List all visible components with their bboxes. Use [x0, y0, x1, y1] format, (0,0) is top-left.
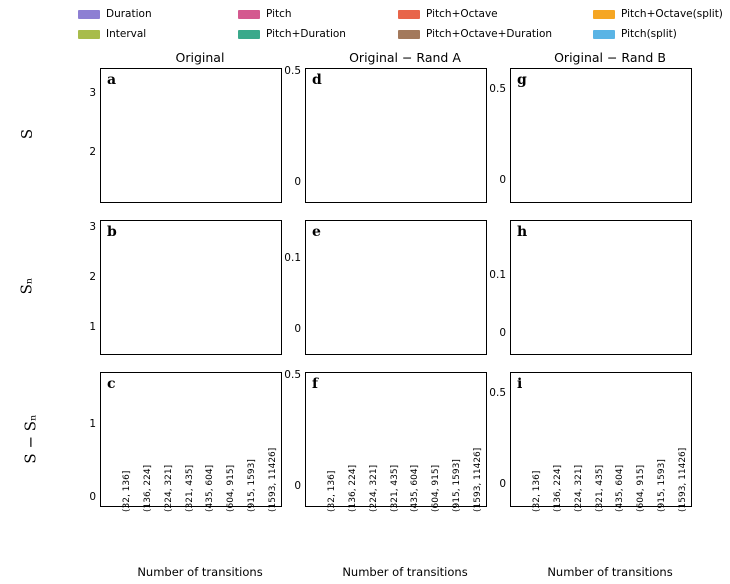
xtick-label: (915, 1593] — [656, 459, 667, 512]
xtick-label: (1593, 11426] — [677, 447, 688, 512]
xtick-label: (604, 915] — [636, 464, 647, 512]
xaxis-title-col-2: Number of transitions — [547, 565, 673, 579]
ytick-label: 0 — [294, 176, 301, 189]
panel-letter-c: c — [107, 376, 116, 392]
xtick-label: (32, 136] — [532, 470, 543, 512]
ytick-label: 0.5 — [489, 82, 506, 95]
panel-letter-h: h — [517, 224, 528, 240]
xtick-label: (224, 321] — [573, 464, 584, 512]
legend-label: Pitch(split) — [621, 28, 677, 40]
ytick-label: 3 — [89, 87, 96, 100]
xtick-label: (224, 321] — [163, 464, 174, 512]
ytick-label: 0 — [499, 478, 506, 491]
panel-a — [100, 68, 282, 203]
ytick-label: 0.5 — [284, 369, 301, 382]
ytick-label: 0.1 — [489, 268, 506, 281]
xtick-label: (136, 224] — [143, 464, 154, 512]
ytick-label: 0 — [294, 323, 301, 336]
ytick-label: 1 — [89, 320, 96, 333]
panel-e — [305, 220, 487, 355]
ytick-label: 0.5 — [284, 65, 301, 78]
ytick-label: 2 — [89, 270, 96, 283]
legend-label: Pitch+Octave — [426, 8, 498, 20]
legend-label: Pitch+Duration — [266, 28, 346, 40]
legend-label: Interval — [106, 28, 147, 40]
xtick-label: (32, 136] — [327, 470, 338, 512]
panel-letter-b: b — [107, 224, 117, 240]
column-title-2: Original − Rand B — [554, 50, 666, 65]
xtick-label: (915, 1593] — [246, 459, 257, 512]
ytick-label: 0.5 — [489, 386, 506, 399]
xtick-label: (604, 915] — [431, 464, 442, 512]
ytick-label: 0 — [89, 491, 96, 504]
panel-letter-a: a — [107, 72, 117, 88]
panel-letter-i: i — [517, 376, 523, 392]
xtick-label: (136, 224] — [348, 464, 359, 512]
xtick-label: (435, 604] — [410, 464, 421, 512]
panel-d — [305, 68, 487, 203]
ytick-label: 1 — [89, 417, 96, 430]
column-title-1: Original − Rand A — [349, 50, 461, 65]
panel-letter-f: f — [312, 376, 319, 392]
yaxis-title-row-1: Sₙ — [17, 277, 36, 295]
xtick-label: (136, 224] — [553, 464, 564, 512]
xtick-label: (321, 435] — [594, 464, 605, 512]
column-title-0: Original — [175, 50, 225, 65]
legend-label: Pitch+Octave+Duration — [426, 28, 553, 40]
xtick-label: (435, 604] — [205, 464, 216, 512]
ytick-label: 0 — [499, 327, 506, 340]
xtick-label: (224, 321] — [368, 464, 379, 512]
xaxis-title-col-0: Number of transitions — [137, 565, 263, 579]
xtick-label: (32, 136] — [122, 470, 133, 512]
yaxis-title-row-0: S — [18, 128, 37, 140]
legend-label: Pitch+Octave(split) — [621, 8, 723, 20]
xtick-label: (435, 604] — [615, 464, 626, 512]
xaxis-title-col-1: Number of transitions — [342, 565, 468, 579]
panel-letter-e: e — [312, 224, 321, 240]
xtick-label: (321, 435] — [184, 464, 195, 512]
yaxis-title-row-2: S − Sₙ — [21, 414, 40, 464]
legend-label: Pitch — [266, 8, 292, 20]
ytick-label: 3 — [89, 220, 96, 233]
ytick-label: 0 — [294, 480, 301, 493]
xtick-label: (321, 435] — [389, 464, 400, 512]
xtick-label: (915, 1593] — [451, 459, 462, 512]
ytick-label: 2 — [89, 146, 96, 159]
panel-letter-d: d — [312, 72, 322, 88]
xtick-label: (1593, 11426] — [472, 447, 483, 512]
panel-h — [510, 220, 692, 355]
panel-b — [100, 220, 282, 355]
xtick-label: (1593, 11426] — [267, 447, 278, 512]
xtick-label: (604, 915] — [226, 464, 237, 512]
ytick-label: 0 — [499, 174, 506, 187]
panel-g — [510, 68, 692, 203]
panel-letter-g: g — [517, 72, 527, 88]
ytick-label: 0.1 — [284, 252, 301, 265]
legend-label: Duration — [106, 8, 152, 20]
